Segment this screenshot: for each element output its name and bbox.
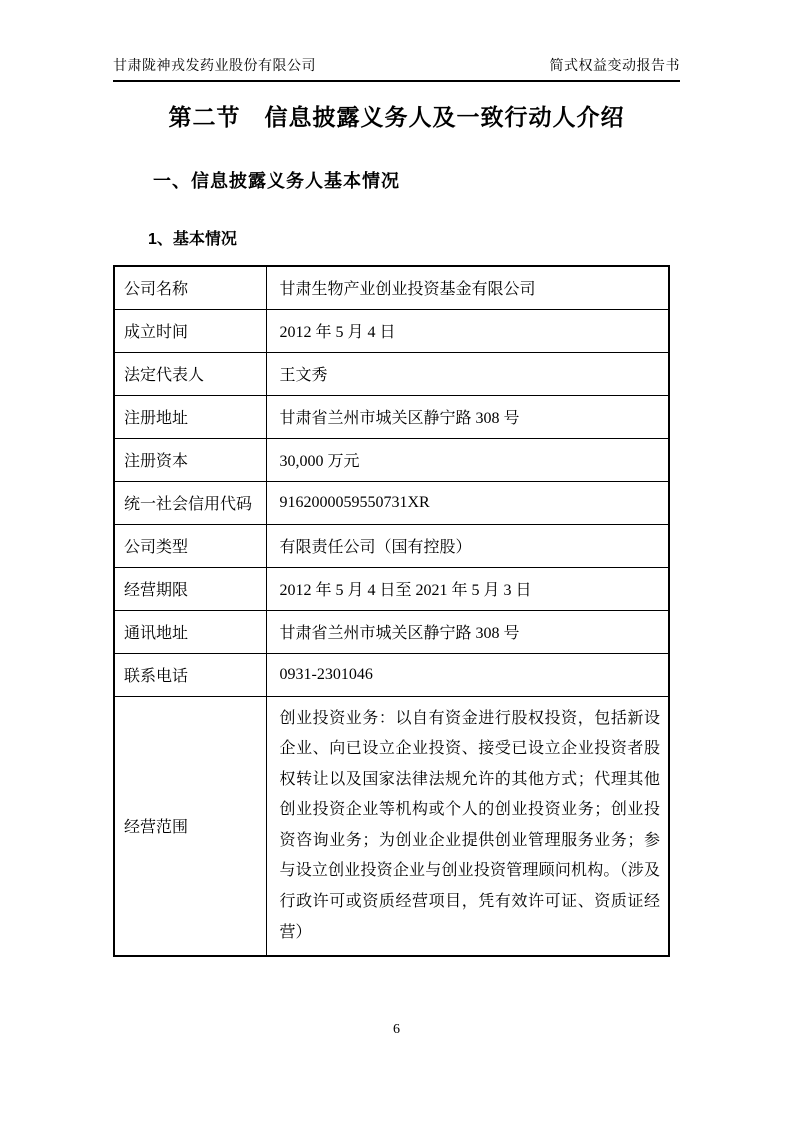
row-value: 30,000 万元 [266,438,669,481]
row-value: 甘肃省兰州市城关区静宁路 308 号 [266,610,669,653]
table-row [114,567,669,610]
row-value: 甘肃生物产业创业投资基金有限公司 [266,266,669,309]
row-label: 公司名称 [114,266,266,309]
table-row [114,524,669,567]
page-title: 第二节 信息披露义务人及一致行动人介绍 [168,104,625,130]
row-value: 9162000059550731XR [266,481,669,524]
row-label: 成立时间 [114,309,266,352]
section-heading: 一、信息披露义务人基本情况 [153,171,400,191]
row-label: 经营范围 [114,696,266,956]
row-label: 注册资本 [114,438,266,481]
row-value: 有限责任公司（国有控股） [266,524,669,567]
subsection-heading: 1、基本情况 [148,231,237,248]
row-label: 统一社会信用代码 [114,481,266,524]
row-label: 公司类型 [114,524,266,567]
row-label: 通讯地址 [114,610,266,653]
page-number: 6 [393,1022,400,1037]
header-company-name: 甘肃陇神戎发药业股份有限公司 [113,59,316,74]
row-value: 甘肃省兰州市城关区静宁路 308 号 [266,395,669,438]
row-label: 法定代表人 [114,352,266,395]
page-header [113,55,680,82]
table-row [114,696,669,956]
table-row [114,266,669,309]
row-value: 创业投资业务：以自有资金进行股权投资，包括新设企业、向已设立企业投资、接受已设立企业投资者股权转让以及国家法律法规允许的其他方式；代理其他创业投资企业等机构或个人的创业投资业务；创业投资咨询业务；为创业企业提供创业管理服务业务；参与设立创业投资企业与创业投资管理顾问机构。（涉及行政许可或资质经营项目，凭有效许可证、资质证经营） [266,696,669,956]
table-row [114,309,669,352]
basic-info-table [113,265,670,957]
table-row [114,352,669,395]
table-row [114,653,669,696]
row-value: 王文秀 [266,352,669,395]
row-value: 2012 年 5 月 4 日 [266,309,669,352]
table-row [114,481,669,524]
row-label: 经营期限 [114,567,266,610]
row-value: 0931-2301046 [266,653,669,696]
row-value: 2012 年 5 月 4 日至 2021 年 5 月 3 日 [266,567,669,610]
row-label: 注册地址 [114,395,266,438]
table-row [114,395,669,438]
table-row [114,610,669,653]
header-document-type: 简式权益变动报告书 [549,59,680,74]
row-label: 联系电话 [114,653,266,696]
table-row [114,438,669,481]
